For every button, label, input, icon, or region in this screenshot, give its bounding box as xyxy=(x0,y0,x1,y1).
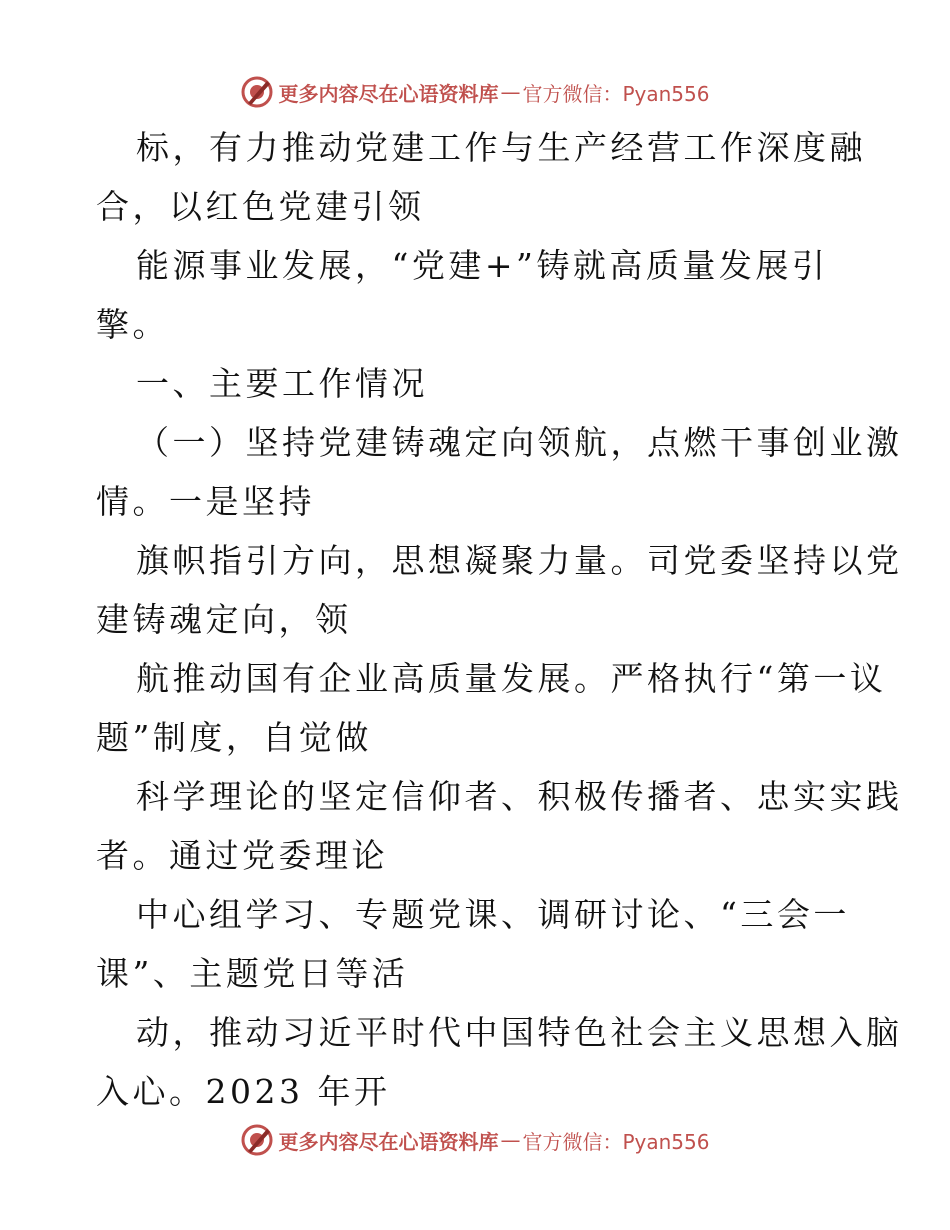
text-line: 者。通过党委理论 xyxy=(96,836,388,875)
watermark-separator: — xyxy=(500,1128,521,1152)
text-line: 合，以红色党建引领 xyxy=(96,187,425,226)
subsection-heading: （一）坚持党建铸魂定向领航，点燃干事创业激 xyxy=(136,423,903,462)
text-line: 中心组学习、专题党课、调研讨论、“三会一 xyxy=(136,895,850,934)
text-line: 动，推动习近平时代中国特色社会主义思想入脑 xyxy=(136,1013,903,1052)
watermark-sub-text: 官方微信：Pyan556 xyxy=(522,1129,710,1154)
section-heading: 一、主要工作情况 xyxy=(136,364,428,403)
text-line: 入心。2023 年开 xyxy=(96,1072,391,1111)
watermark-main-text: 更多内容尽在心语资料库 xyxy=(278,81,499,106)
text-line: 擎。 xyxy=(96,305,169,344)
watermark-separator: — xyxy=(500,80,521,104)
text-line: 建铸魂定向，领 xyxy=(96,600,352,639)
watermark-footer xyxy=(0,1120,950,1160)
pen-logo-icon xyxy=(240,75,274,109)
watermark-main-text: 更多内容尽在心语资料库 xyxy=(278,1129,499,1154)
text-line: 课”、主题党日等活 xyxy=(96,954,409,993)
text-line: 情。一是坚持 xyxy=(96,482,315,521)
watermark-header xyxy=(0,72,950,112)
text-line: 旗帜指引方向，思想凝聚力量。司党委坚持以党 xyxy=(136,541,903,580)
pen-logo-icon xyxy=(240,1123,274,1157)
text-line: 科学理论的坚定信仰者、积极传播者、忠实实践 xyxy=(136,777,903,816)
watermark-sub-text: 官方微信：Pyan556 xyxy=(522,81,710,106)
text-line: 航推动国有企业高质量发展。严格执行“第一议 xyxy=(136,659,887,698)
text-line: 能源事业发展，“党建+”铸就高质量发展引 xyxy=(136,246,829,285)
document-body xyxy=(96,118,903,1121)
text-line: 标，有力推动党建工作与生产经营工作深度融 xyxy=(136,128,866,167)
text-line: 题”制度，自觉做 xyxy=(96,718,372,757)
